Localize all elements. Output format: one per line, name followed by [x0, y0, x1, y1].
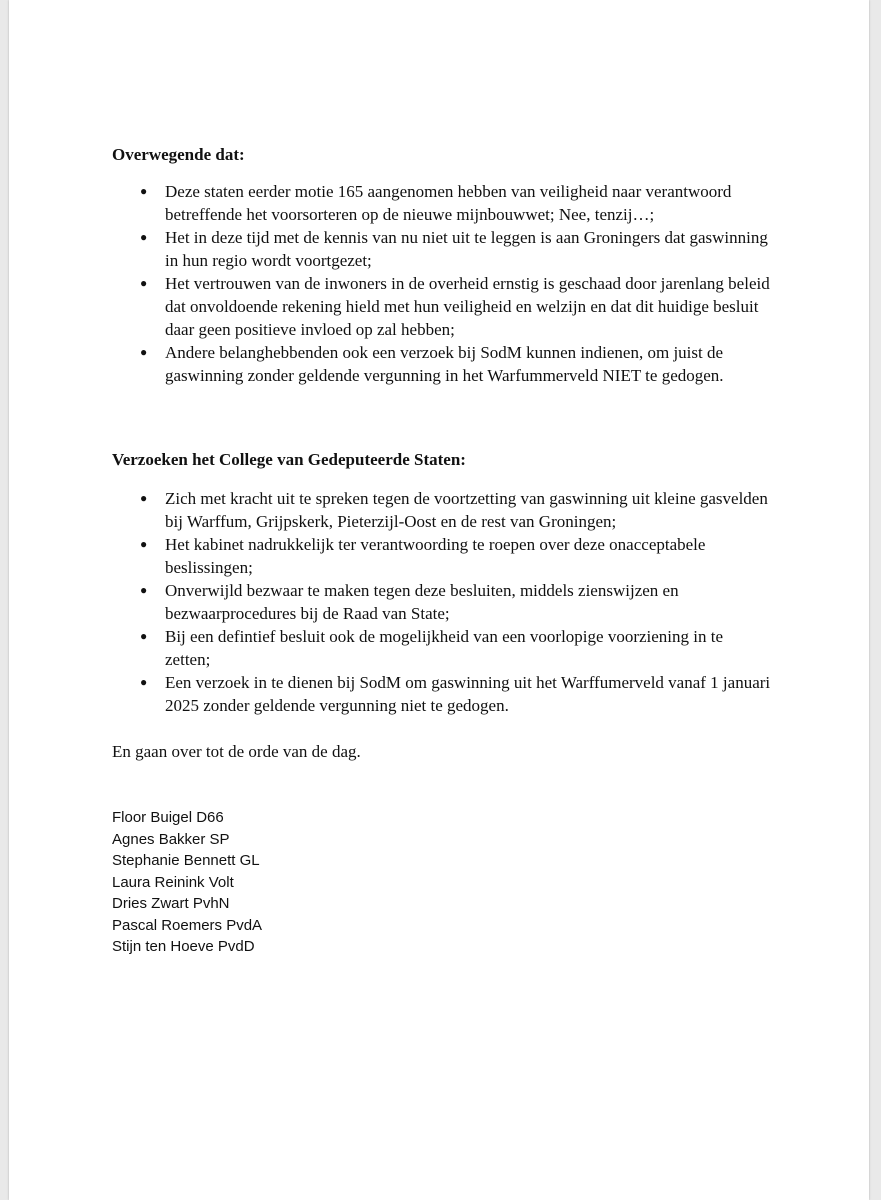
list-item: ● Een verzoek in te dienen bij SodM om gaswinning uit het Warffumerveld vanaf 1 januari 2025 zonder geldende vergunning niet te gedogen. [140, 673, 771, 715]
list-item: ● Andere belanghebbenden ook een verzoek bij SodM kunnen indienen, om juist de gaswinning zonder geldende vergunning in het Warfummerveld NIET te gedogen. [140, 343, 724, 385]
bullet-icon: ● [140, 629, 148, 643]
bullet-icon: ● [140, 537, 148, 551]
signatory: Agnes Bakker SP [112, 830, 230, 848]
signatory: Floor Buigel D66 [112, 809, 224, 826]
section-heading-verzoeken: Verzoeken het College van Gedeputeerde Staten: [112, 450, 466, 469]
bullet-icon: ● [140, 276, 148, 290]
bullet-icon: ● [140, 675, 148, 689]
signatory: Pascal Roemers PvdA [112, 916, 263, 934]
list-item: ● Onverwijld bezwaar te maken tegen deze besluiten, middels zienswijzen en bezwaarprocedures bij de Raad van State; [140, 581, 679, 623]
list-item: ● Het in deze tijd met de kennis van nu niet uit te leggen is aan Groningers dat gaswinning in hun regio wordt voortgezet; [140, 228, 768, 270]
list-item: ● Het vertrouwen van de inwoners in de overheid ernstig is geschaad door jarenlang beleid dat onvoldoende rekening hield met hun veiligheid en welzijn en dat dit huidige besluit daar geen positieve invloed op zal hebben; [140, 274, 770, 339]
bullet-icon: ● [140, 345, 148, 359]
bullet-icon: ● [140, 491, 148, 505]
closing-statement: En gaan over tot de orde van de dag. [112, 742, 361, 761]
signatory: Dries Zwart PvhN [112, 895, 230, 912]
bullet-icon: ● [140, 230, 148, 244]
section-heading-overwegende: Overwegende dat: [112, 145, 245, 164]
bullet-icon: ● [140, 583, 148, 597]
list-item: ● Zich met kracht uit te spreken tegen de voortzetting van gaswinning uit kleine gasvelden bij Warffum, Grijpskerk, Pieterzijl-Oost en de rest van Groningen; [140, 489, 768, 531]
document-page [9, 0, 869, 1200]
signatory: Laura Reinink Volt [112, 873, 234, 891]
list-item: ● Deze staten eerder motie 165 aangenomen hebben van veiligheid naar verantwoord betreffende het voorsorteren op de nieuwe mijnbouwwet; Nee, tenzij…; [140, 182, 732, 224]
considerations-list [111, 180, 771, 387]
signatory: Stephanie Bennett GL [112, 852, 260, 869]
list-item: ● Bij een defintief besluit ook de mogelijkheid van een voorlopige voorziening in te zetten; [140, 627, 724, 669]
signatory: Stijn ten Hoeve PvdD [112, 938, 255, 955]
requests-list [111, 487, 771, 717]
signatories-list [112, 807, 262, 958]
list-item: ● Het kabinet nadrukkelijk ter verantwoording te roepen over deze onacceptabele beslissingen; [140, 535, 706, 577]
bullet-icon: ● [140, 184, 148, 198]
